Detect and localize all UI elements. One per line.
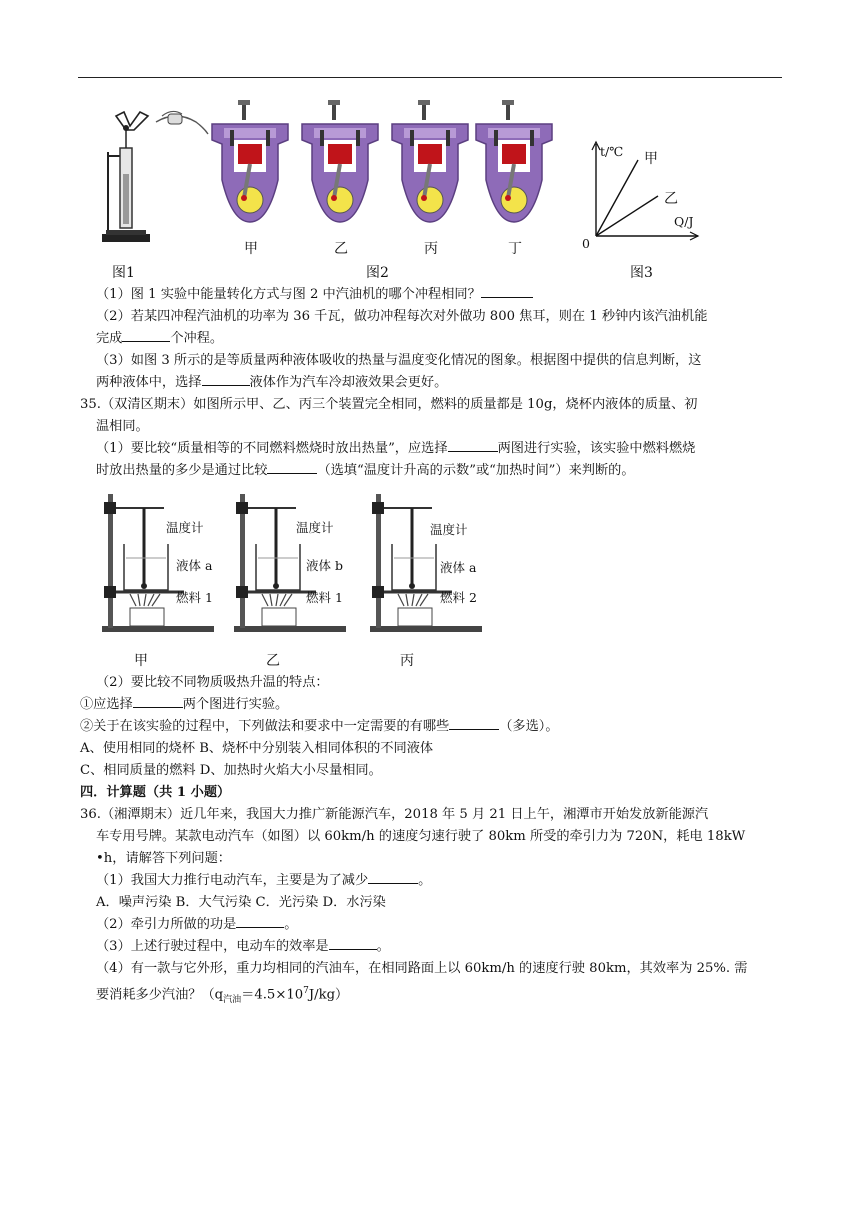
engine-label-4: 丁: [508, 241, 522, 257]
figure-1-caption: 图1: [112, 265, 135, 281]
apparatus-yi-fuel: 燃料 1: [306, 590, 343, 605]
graph-x-axis-label: Q/J: [674, 214, 694, 229]
apparatus-jia-thermometer: 温度计: [166, 520, 204, 535]
q35-part2a-pre: ①应选择: [80, 697, 133, 712]
q35-part2-a: [80, 694, 288, 716]
q36-part1-post: 。: [418, 873, 432, 888]
q35-stem-line2: 温相同。: [96, 419, 149, 434]
q35-answer-blank-4[interactable]: [449, 716, 499, 730]
header-rule: [78, 77, 782, 78]
q35-stem-line1: 35.（双清区期末）如图所示甲、乙、丙三个装置完全相同，燃料的质量都是 10g，烧杯内液体的质量、初: [80, 397, 698, 412]
q35-part2b-pre: ②关于在该实验的过程中，下列做法和要求中一定需要的有哪些: [80, 719, 450, 734]
q36-answer-blank-3[interactable]: [329, 936, 377, 950]
q36-part2: [96, 914, 297, 936]
q34-part1-text: （1）图 1 实验中能量转化方式与图 2 中汽油机的哪个冲程相同？: [96, 287, 481, 302]
q35-answer-blank-2[interactable]: [267, 460, 317, 474]
apparatus-bing-name: 丙: [400, 653, 414, 669]
q36-part4-sub: 汽油: [223, 995, 242, 1006]
figure-2-caption: 图2: [366, 265, 389, 281]
engine-label-1: 甲: [244, 241, 258, 257]
apparatus-bing-liquid: 液体 a: [440, 560, 477, 575]
q35-options-cd: C、相同质量的燃料 D、加热时火焰大小尽量相同。: [80, 763, 382, 778]
q36-part1: [96, 870, 431, 892]
q36-part1-pre: （1）我国大力推行电动汽车，主要是为了减少: [96, 873, 369, 888]
q35-part2b-post: （多选）。: [499, 719, 559, 734]
q34-part3-line1: （3）如图 3 所示的是等质量两种液体吸收的热量与温度变化情况的图象。根据图中提供的信息判断，这: [96, 353, 702, 368]
graph-origin-label: 0: [582, 236, 590, 251]
figure-2-engine-strokes: [208, 100, 568, 230]
q36-part4-sup: 7: [303, 986, 309, 996]
q36-part4-pre: 要消耗多少汽油？（q: [96, 987, 224, 1003]
q35-part2-b: [80, 716, 559, 738]
graph-line-b-label: 乙: [664, 191, 678, 207]
q35-part1b-pre: 时放出热量的多少是通过比较: [96, 463, 268, 478]
q36-answer-blank-1[interactable]: [368, 870, 418, 884]
apparatus-yi-name: 乙: [266, 653, 280, 669]
q36-stem-line1: 36.（湘潭期末）近几年来，我国大力推广新能源汽车，2018 年 5 月 21 日上午，湘潭市开始发放新能源汽: [80, 807, 709, 822]
q34-part3-post: 液体作为汽车冷却液效果会更好。: [249, 375, 448, 390]
q34-part2-post: 个冲程。: [170, 331, 224, 346]
q36-answer-blank-2[interactable]: [236, 914, 284, 928]
apparatus-jia-liquid: 液体 a: [176, 558, 213, 573]
figure-1-apparatus: [96, 100, 216, 250]
apparatus-bing-thermometer: 温度计: [430, 522, 468, 537]
graph-y-axis-label: t/℃: [600, 144, 624, 159]
q35-answer-blank-1[interactable]: [448, 438, 498, 452]
q34-part2-line1: （2）若某四冲程汽油机的功率为 36 千瓦，做功冲程每次对外做功 800 焦耳，则在 1 秒钟内该汽油机能: [96, 309, 708, 324]
q36-part4-line1: （4）有一款与它外形，重力均相同的汽油车，在相同路面上以 60km/h 的速度行驶 80km，其效率为 25%. 需: [96, 961, 748, 976]
q34-part3-pre: 两种液体中，选择: [96, 375, 202, 390]
q36-part2-post: 。: [284, 917, 298, 932]
q34-part2-pre: 完成: [96, 331, 123, 346]
q36-part3-post: 。: [376, 939, 390, 954]
apparatus-bing-fuel: 燃料 2: [440, 590, 477, 605]
q36-part2-pre: （2）牵引力所做的功是: [96, 917, 237, 932]
q34-part1: [96, 284, 533, 306]
q35-part2a-post: 两个图进行实验。: [182, 697, 289, 712]
q36-part4-mid: ＝4.5×10: [241, 987, 304, 1003]
q36-part4-post: J/kg）: [308, 987, 349, 1003]
q35-answer-blank-3[interactable]: [133, 694, 183, 708]
q35-part1-post: 两图进行实验，该实验中燃料燃烧: [497, 441, 696, 456]
q35-part1-line2: [96, 460, 635, 482]
q35-part1-line1: [96, 438, 695, 460]
q34-part2-line2: [96, 328, 223, 350]
apparatus-jia-name: 甲: [134, 653, 148, 669]
section-4-heading: 四．计算题（共 1 小题）: [80, 785, 231, 800]
apparatus-jia-fuel: 燃料 1: [176, 590, 213, 605]
q36-part3: [96, 936, 390, 958]
q36-part4-line2: [96, 980, 348, 1011]
q35-part1-pre: （1）要比较“质量相等的不同燃料燃烧时放出热量”，应选择: [96, 441, 448, 456]
q35-options-ab: A、使用相同的烧杯 B、烧杯中分别装入相同体积的不同液体: [80, 741, 434, 756]
q34-answer-blank-1[interactable]: [481, 284, 533, 298]
q34-answer-blank-3[interactable]: [202, 372, 250, 386]
q36-options: A．噪声污染 B．大气污染 C．光污染 D．水污染: [96, 895, 386, 910]
apparatus-yi-thermometer: 温度计: [296, 520, 334, 535]
apparatus-yi-liquid: 液体 b: [306, 558, 343, 573]
q36-stem-line2: 车专用号牌。某款电动汽车（如图）以 60km/h 的速度匀速行驶了 80km 所受的牵引力为 720N，耗电 18kW: [96, 829, 746, 844]
engine-label-2: 乙: [334, 241, 348, 257]
engine-label-3: 丙: [424, 241, 438, 257]
q35-part1b-post: （选填“温度计升高的示数”或“加热时间”）来判断的。: [317, 463, 635, 478]
q34-part3-line2: [96, 372, 447, 394]
graph-line-a-label: 甲: [644, 151, 658, 167]
q34-answer-blank-2[interactable]: [122, 328, 170, 342]
q36-part3-pre: （3）上述行驶过程中，电动车的效率是: [96, 939, 329, 954]
q36-stem-line3: •h，请解答下列问题：: [96, 851, 231, 866]
figure-3-caption: 图3: [630, 265, 653, 281]
q35-part2: （2）要比较不同物质吸热升温的特点：: [96, 675, 329, 690]
